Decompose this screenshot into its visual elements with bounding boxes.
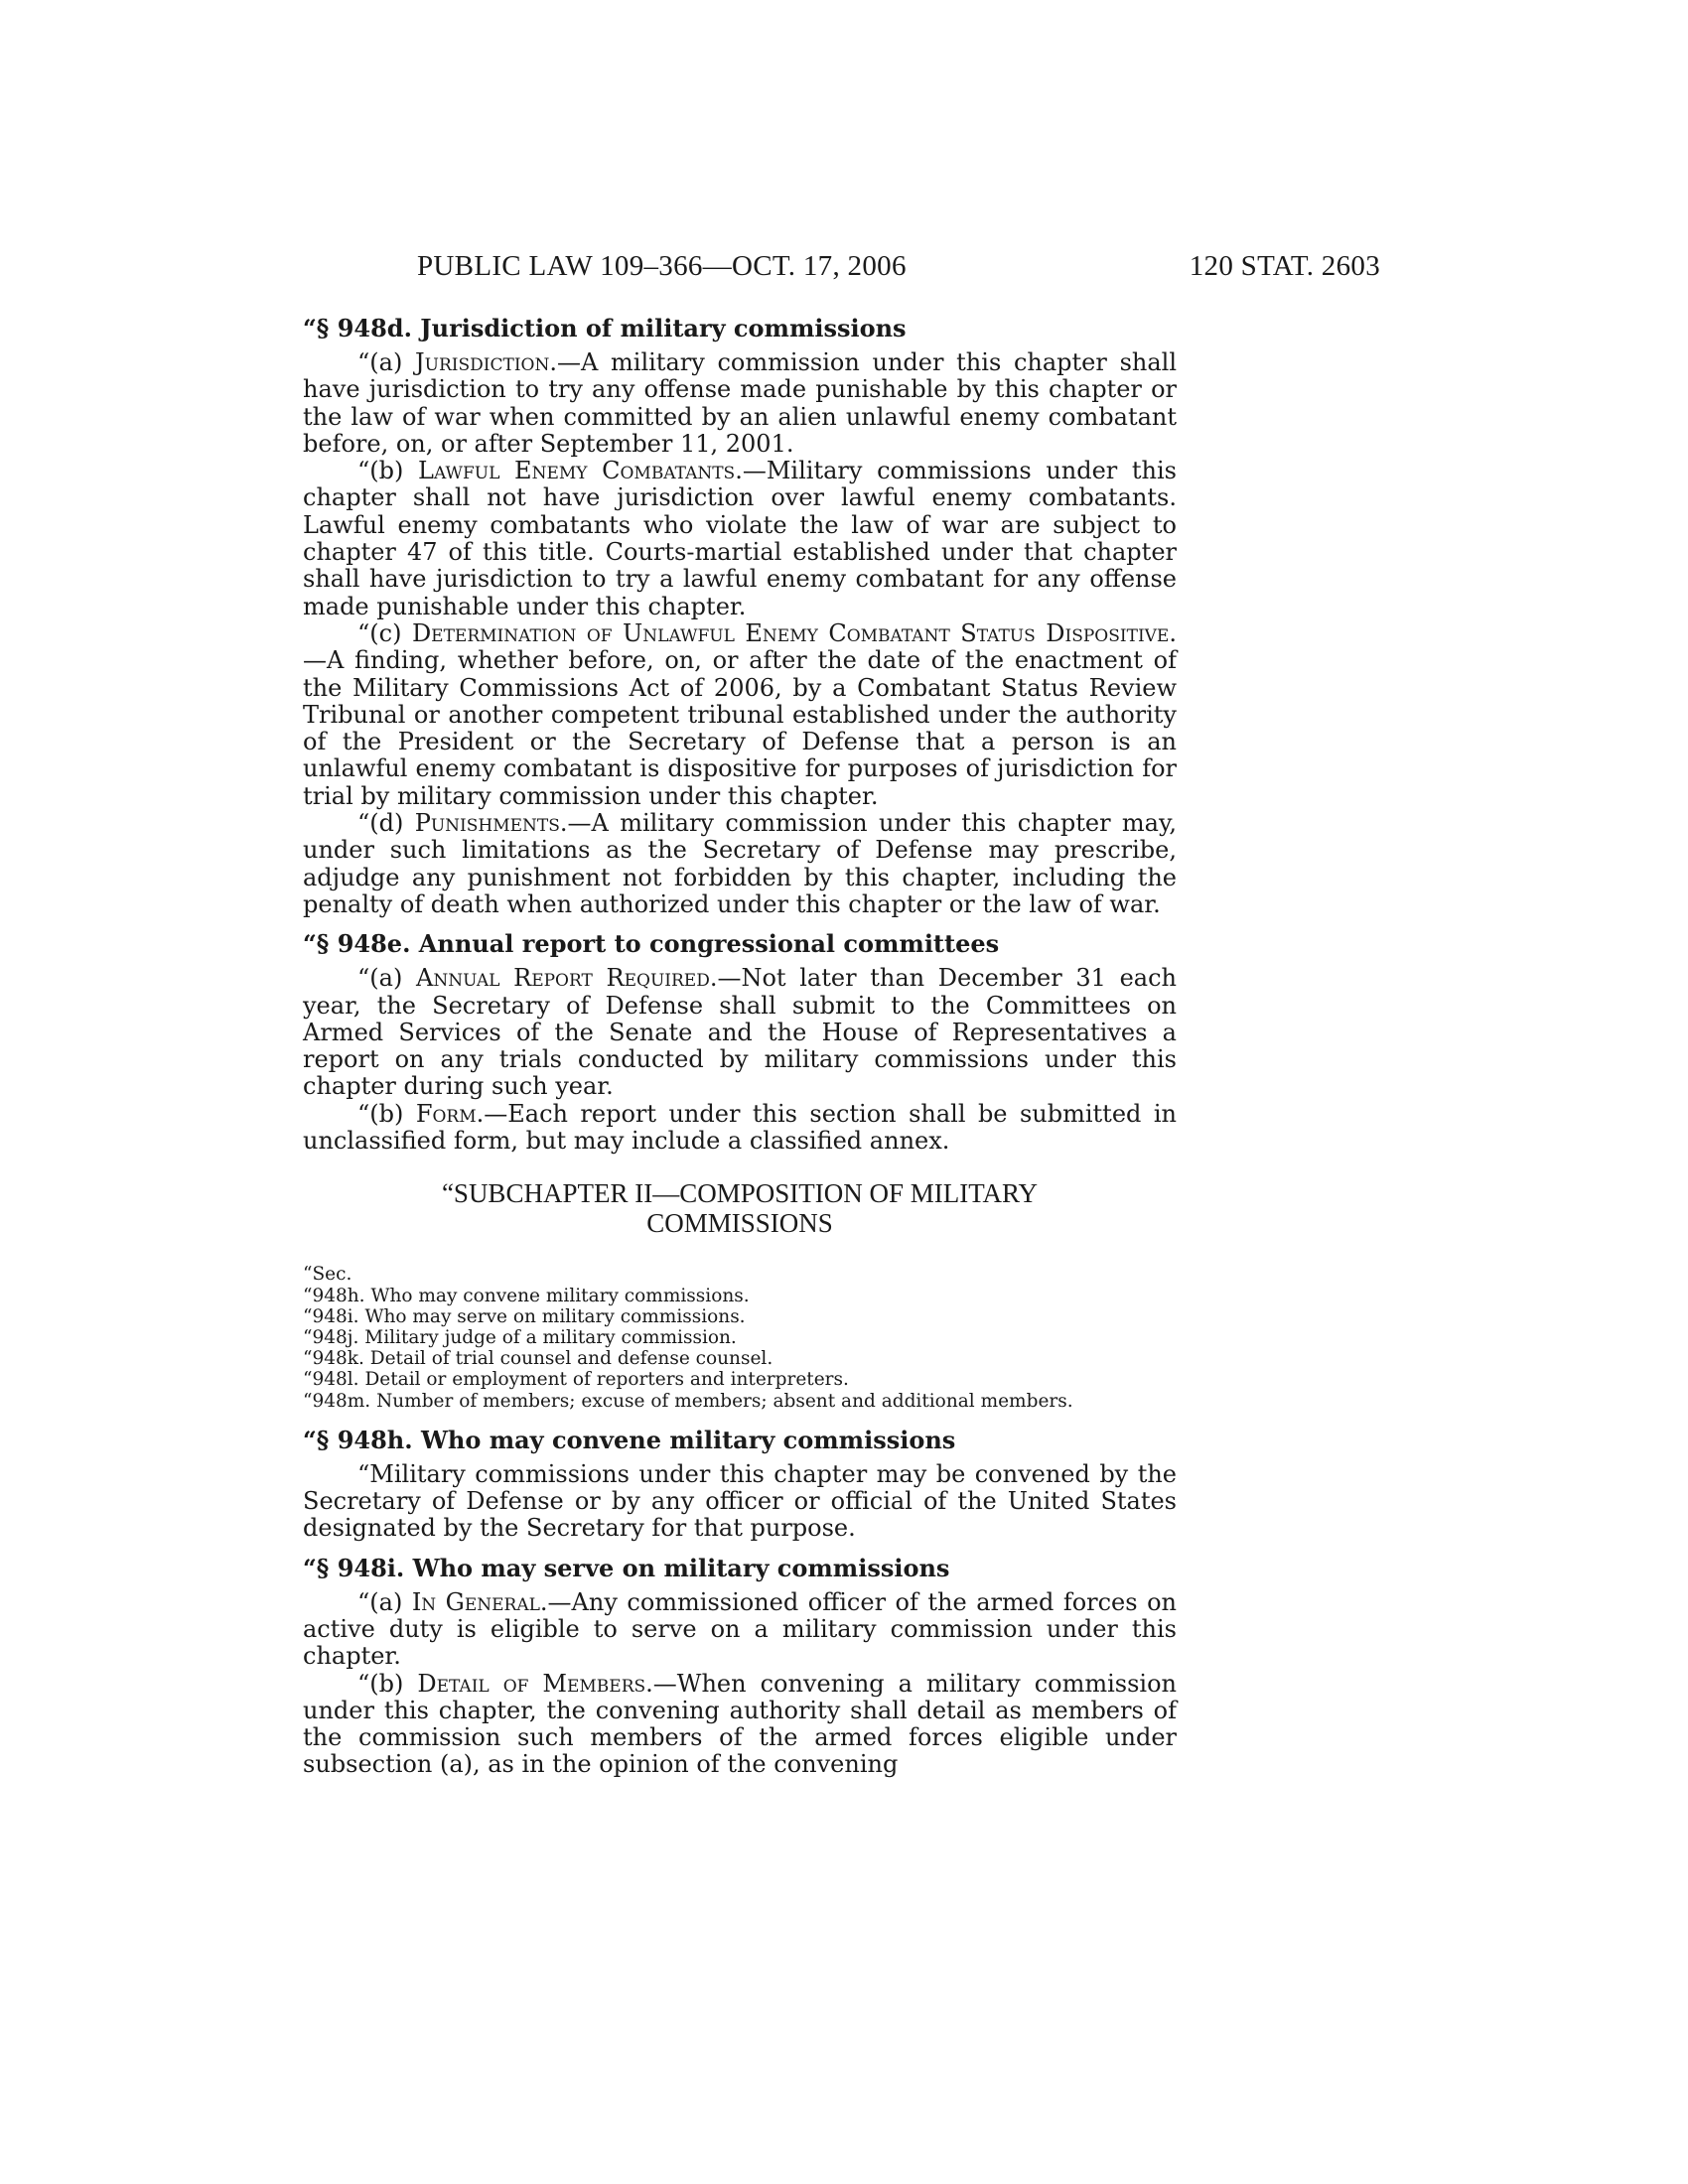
subsection-marker: “(c) bbox=[357, 618, 412, 647]
section-948h-heading: “§ 948h. Who may convene military commissions bbox=[303, 1425, 956, 1454]
section-948i-heading: “§ 948i. Who may serve on military commissions bbox=[303, 1553, 950, 1582]
section-948e-heading: “§ 948e. Annual report to congressional committees bbox=[303, 929, 1000, 959]
subsection-label: Detail of Members bbox=[417, 1669, 646, 1698]
section-948h-text: “Military commissions under this chapter may be convened by the Secretary of Defense or by any officer or official of the United States designated by the Secretary for that purpose. bbox=[303, 1459, 1177, 1543]
subsection-text: .—Not later than December 31 each year, the Secretary of Defense shall submit to the Committees on Armed Services of the Senate and the House of Representatives a report on any trials conducted by military commissions under this chapter during such year. bbox=[303, 964, 1177, 1101]
toc-item: “948i. Who may serve on military commissions. bbox=[303, 1305, 746, 1327]
document-body bbox=[303, 314, 1177, 1779]
running-header bbox=[303, 250, 1380, 290]
section-948d-subsection-c bbox=[303, 620, 1177, 810]
subsection-text: .—When convening a military commission under this chapter, the convening authority shall detail as members of the commission such members of the armed forces eligible under subsection (a), as in the opinion of the convening bbox=[303, 1669, 1177, 1779]
subsection-marker: “(b) bbox=[357, 1099, 416, 1128]
section-948d-subsection-d bbox=[303, 810, 1177, 918]
subsection-text: .—A military commission under this chapter may, under such limitations as the Secretary of Defense may prescribe, adjudge any punishment not forbidden by this chapter, including the penalty of death when authorized under this chapter or the law of war. bbox=[303, 809, 1177, 918]
section-948e-subsection-b bbox=[303, 1101, 1177, 1156]
toc-item: “948l. Detail or employment of reporters and interpreters. bbox=[303, 1369, 849, 1391]
subsection-label: Determination of Unlawful Enemy Combatant Status Dispositive bbox=[411, 618, 1170, 647]
subsection-text: .—A military commission under this chapter shall have jurisdiction to try any offense made punishable by this chapter or the law of war when committed by an alien unlawful enemy combatant before, on, or after September 11, 2001. bbox=[303, 348, 1177, 458]
subsection-label: Jurisdiction bbox=[415, 348, 550, 376]
subsection-label: Punishments bbox=[414, 809, 560, 838]
subsection-label: Annual Report Required bbox=[416, 964, 710, 993]
subsection-marker: “(b) bbox=[357, 1669, 418, 1698]
subsection-text: .—Any commissioned officer of the armed forces on active duty is eligible to serve on a military commission under this chapter. bbox=[303, 1587, 1177, 1671]
section-948i-subsection-b bbox=[303, 1671, 1177, 1779]
section-948i-subsection-a bbox=[303, 1589, 1177, 1671]
toc-item: “948m. Number of members; excuse of members; absent and additional members. bbox=[303, 1390, 1073, 1412]
subchapter-title-line-2: COMMISSIONS bbox=[646, 1208, 833, 1239]
statute-page-number: 120 STAT. 2603 bbox=[1189, 250, 1380, 282]
public-law-citation: PUBLIC LAW 109–366—OCT. 17, 2006 bbox=[417, 250, 907, 282]
subsection-text: .—A finding, whether before, on, or after the date of the enactment of the Military Commissions Act of 2006, by a Combatant Status Review Tribunal or another competent tribunal established under the authority of the President or the Secretary of Defense that a person is an unlawful enemy combatant is dispositive for purposes of jurisdiction for trial by military commission under this chapter. bbox=[303, 618, 1177, 810]
subchapter-title-line-1: “SUBCHAPTER II—COMPOSITION OF MILITARY bbox=[441, 1178, 1039, 1209]
section-948e-subsection-a bbox=[303, 965, 1177, 1100]
subsection-marker: “(b) bbox=[357, 457, 418, 485]
subsection-marker: “(a) bbox=[357, 964, 416, 993]
section-948d-subsection-a bbox=[303, 349, 1177, 458]
toc-item: “948k. Detail of trial counsel and defense counsel. bbox=[303, 1348, 774, 1370]
subsection-label: In General bbox=[411, 1587, 540, 1616]
subsection-marker: “(a) bbox=[357, 348, 416, 376]
table-of-sections bbox=[303, 1264, 1177, 1411]
toc-item: “948j. Military judge of a military commission. bbox=[303, 1326, 737, 1348]
section-948d-heading: “§ 948d. Jurisdiction of military commissions bbox=[303, 314, 907, 342]
section-948d-subsection-b bbox=[303, 458, 1177, 620]
subsection-text: .—Each report under this section shall be submitted in unclassified form, but may include a classified annex. bbox=[303, 1099, 1177, 1156]
toc-item: “948h. Who may convene military commissions. bbox=[303, 1285, 750, 1306]
subsection-label: Form bbox=[415, 1099, 477, 1128]
subsection-marker: “(a) bbox=[357, 1587, 412, 1616]
toc-sec-label: “Sec. bbox=[303, 1264, 352, 1286]
subsection-text: .—Military commissions under this chapter shall not have jurisdiction over lawful enemy combatants. Lawful enemy combatants who violate the law of war are subject to chapter 47 of this title. Courts-martial established under that chapter shall have jurisdiction to try a lawful enemy combatant for any offense made punishable under this chapter. bbox=[303, 457, 1177, 620]
subchapter-title bbox=[303, 1178, 1177, 1238]
subsection-marker: “(d) bbox=[357, 809, 415, 838]
subsection-label: Lawful Enemy Combatants bbox=[418, 457, 736, 485]
